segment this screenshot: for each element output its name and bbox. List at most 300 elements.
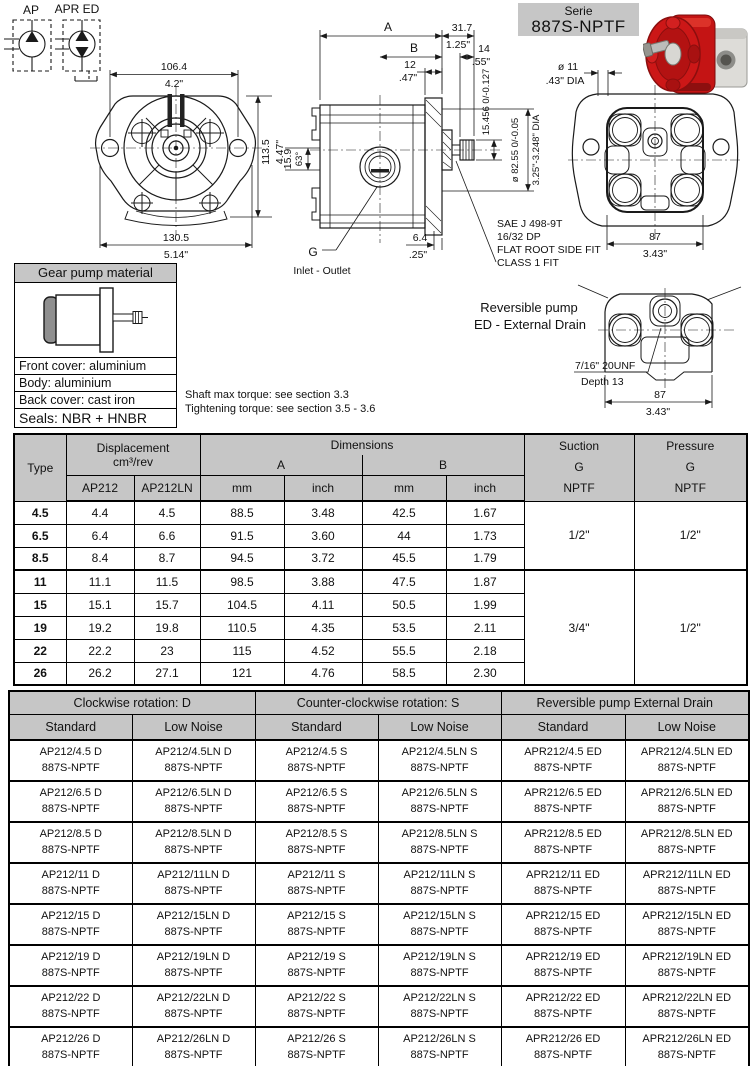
series-suffix: 887S-NPTF (533, 843, 593, 856)
serie-label: Serie (564, 4, 593, 18)
part-number-cell (501, 781, 625, 822)
part-number-cell (501, 740, 625, 781)
part-number-cell (9, 945, 132, 986)
material-row-body: Body: aluminium (15, 374, 176, 391)
part-number-cell (255, 781, 378, 822)
part-number: AP212/22LN S (403, 992, 476, 1004)
part-number-cell (9, 904, 132, 945)
part-number-cell (501, 1027, 625, 1066)
part-number: APR212/8.5LN ED (640, 828, 733, 840)
part-number: AP212/26LN S (403, 1033, 476, 1045)
part-number-cell (378, 904, 501, 945)
inlet-outlet-label: Inlet - Outlet (293, 265, 351, 277)
part-number-cell (625, 863, 749, 904)
drawing-shape (100, 288, 113, 352)
suction-size-cell: 1/2" (524, 501, 634, 570)
order-row (9, 1027, 749, 1066)
part-number-cell (378, 822, 501, 863)
dimensions-row (14, 501, 747, 524)
series-suffix: 887S-NPTF (533, 761, 593, 774)
reversible-dim-width-mm: 87 (654, 389, 666, 401)
part-number: APR212/6.5LN ED (640, 787, 733, 799)
series-suffix: 887S-NPTF (287, 1048, 346, 1061)
drawing-shape (320, 30, 442, 100)
drawing-shape (584, 70, 622, 96)
series-suffix: 887S-NPTF (41, 925, 100, 938)
drawing-shape (44, 288, 148, 352)
drawing-shape (417, 68, 442, 95)
side-pilot-dia-in: 3.25"-3.248" DIA (531, 114, 542, 186)
note-tightening-torque: Tightening torque: see section 3.5 - 3.6 (185, 403, 376, 415)
part-number-cell (9, 986, 132, 1027)
part-number: AP212/6.5LN S (401, 787, 478, 799)
type-cell: 6.5 (14, 524, 66, 547)
series-suffix: 887S-NPTF (41, 1007, 100, 1020)
part-number: AP212/4.5 S (285, 746, 348, 758)
part-number: AP212/8.5LN S (401, 828, 478, 840)
reversible-title-1: Reversible pump (480, 300, 578, 315)
note-shaft-torque: Shaft max torque: see section 3.3 (185, 389, 349, 401)
series-suffix: 887S-NPTF (287, 884, 346, 897)
front-view-drawing (90, 61, 286, 261)
part-number: APR212/26 ED (525, 1033, 601, 1045)
part-number-cell (9, 781, 132, 822)
part-number-cell (501, 986, 625, 1027)
reversible-title-2: ED - External Drain (474, 317, 586, 332)
series-suffix: 887S-NPTF (164, 761, 223, 774)
drawing-shape (312, 108, 320, 220)
port-g-label: G (308, 245, 318, 259)
part-number-cell (255, 986, 378, 1027)
ap-symbol-label: AP (22, 3, 40, 17)
drawing-shape (75, 76, 97, 81)
value-cell: 4.35 (284, 616, 362, 639)
part-number: APR212/4.5 ED (524, 746, 602, 758)
order-subheader: Standard (9, 715, 132, 741)
value-cell: 4.4 (66, 501, 134, 524)
value-cell: 1.87 (446, 570, 524, 593)
part-number: AP212/15LN D (156, 910, 231, 922)
drawing-shape (671, 174, 703, 206)
drawing-shape (320, 105, 425, 228)
pressure-size-cell: 1/2" (634, 501, 747, 570)
drawing-shape (310, 95, 500, 243)
part-number: AP212/8.5 D (39, 828, 102, 840)
series-suffix: 887S-NPTF (164, 843, 223, 856)
apr-ed-symbol-icon (55, 2, 100, 81)
spline-note-3: FLAT ROOT SIDE FIT (497, 244, 601, 256)
part-number: AP212/4.5LN S (401, 746, 478, 758)
part-number-cell (378, 863, 501, 904)
series-suffix: 887S-NPTF (657, 1007, 716, 1020)
part-number: AP212/15LN S (403, 910, 476, 922)
material-row-seals: Seals: NBR + HNBR (15, 408, 176, 427)
drawing-shape (609, 114, 641, 146)
part-number-cell (625, 945, 749, 986)
part-number-cell (9, 822, 132, 863)
series-suffix: 887S-NPTF (533, 802, 593, 815)
value-cell: 6.4 (66, 524, 134, 547)
order-groups-row (9, 691, 749, 715)
back-dim-width-in: 3.43" (642, 248, 668, 260)
part-number: APR212/26LN ED (642, 1033, 732, 1045)
part-number: AP212/19LN D (156, 951, 231, 963)
series-suffix: 887S-NPTF (164, 1048, 223, 1061)
part-number-cell (132, 945, 255, 986)
value-cell: 3.60 (284, 524, 362, 547)
part-number: AP212/22LN D (156, 992, 231, 1004)
part-number: APR212/8.5 ED (524, 828, 602, 840)
type-cell: 8.5 (14, 547, 66, 570)
series-suffix: 887S-NPTF (657, 884, 716, 897)
part-number-cell (625, 822, 749, 863)
part-number-cell (132, 781, 255, 822)
part-number: AP212/11LN D (157, 869, 230, 881)
type-cell: 26 (14, 662, 66, 685)
value-cell: 4.76 (284, 662, 362, 685)
value-cell: 42.5 (362, 501, 446, 524)
part-number: AP212/8.5LN D (155, 828, 232, 840)
reversible-thread: 7/16" 20UNF (575, 360, 636, 372)
part-number: AP212/15 D (41, 910, 101, 922)
part-number: APR212/6.5 ED (524, 787, 602, 799)
part-number: APR212/19 ED (525, 951, 601, 963)
value-cell: 58.5 (362, 662, 446, 685)
drawing-shape (55, 39, 69, 49)
value-cell: 22.2 (66, 639, 134, 662)
back-dim-pin-mm: ø 11 (557, 61, 579, 73)
drawing-shape (666, 17, 680, 29)
value-cell: 4.11 (284, 593, 362, 616)
series-suffix: 887S-NPTF (657, 802, 716, 815)
series-suffix: 887S-NPTF (657, 925, 716, 938)
type-cell: 19 (14, 616, 66, 639)
reversible-depth: Depth 13 (581, 376, 624, 388)
order-table (8, 690, 750, 1066)
pump-side-icon (15, 283, 176, 357)
suction-label: Suction (559, 439, 600, 454)
drawing-shape (320, 30, 442, 100)
series-suffix: 887S-NPTF (164, 884, 223, 897)
col-header-pressure (634, 434, 747, 501)
part-number-cell (132, 1027, 255, 1066)
col-header-ap212ln: AP212LN (134, 475, 200, 501)
drawing-shape (133, 312, 142, 324)
order-row (9, 904, 749, 945)
value-cell: 2.30 (446, 662, 524, 685)
part-number: AP212/26 D (41, 1033, 101, 1045)
part-number-cell (255, 904, 378, 945)
value-cell: 44 (362, 524, 446, 547)
drawing-shape (583, 139, 599, 155)
series-suffix: 887S-NPTF (41, 884, 100, 897)
serie-value: 887S-NPTF (531, 17, 626, 37)
value-cell: 1.67 (446, 501, 524, 524)
series-suffix: 887S-NPTF (41, 843, 100, 856)
value-cell: 1.79 (446, 547, 524, 570)
drawing-shape (609, 174, 641, 206)
part-number-cell (625, 1027, 749, 1066)
value-cell: 19.2 (66, 616, 134, 639)
series-suffix: 887S-NPTF (164, 966, 223, 979)
col-header-a-mm: mm (200, 475, 284, 501)
value-cell: 3.88 (284, 570, 362, 593)
part-number: AP212/15 S (287, 910, 346, 922)
value-cell: 45.5 (362, 547, 446, 570)
series-suffix: 887S-NPTF (287, 1007, 346, 1020)
part-number: AP212/19 D (41, 951, 101, 963)
drawing-shape (90, 86, 262, 236)
part-number: APR212/22 ED (525, 992, 601, 1004)
side-dim-64-in: .25" (408, 249, 428, 261)
drawing-shape (425, 98, 442, 235)
reversible-dim-width-in: 3.43" (645, 406, 671, 418)
part-number-cell (625, 740, 749, 781)
drawing-shape (161, 130, 168, 137)
value-cell: 2.11 (446, 616, 524, 639)
displacement-label: Displacement (96, 440, 170, 455)
part-number-cell (132, 986, 255, 1027)
part-number: AP212/6.5 D (39, 787, 102, 799)
dimensions-table (13, 433, 748, 686)
order-group-header: Clockwise rotation: D (9, 691, 255, 715)
displacement-unit: cm³/rev (113, 454, 153, 469)
drawing-shape (426, 100, 441, 233)
side-spline-od: 15.456 0/-0.127 (481, 68, 492, 136)
part-number-cell (132, 822, 255, 863)
suction-g-label: G (574, 460, 584, 475)
part-number-cell (625, 781, 749, 822)
value-cell: 115 (200, 639, 284, 662)
col-header-displacement (66, 434, 200, 475)
series-suffix: 887S-NPTF (287, 761, 346, 774)
value-cell: 47.5 (362, 570, 446, 593)
series-suffix: 887S-NPTF (41, 761, 100, 774)
part-number: APR212/15LN ED (642, 910, 732, 922)
front-dim-height-mm: 113.5 (260, 139, 272, 165)
order-row (9, 863, 749, 904)
part-number: AP212/26LN D (156, 1033, 231, 1045)
value-cell: 6.6 (134, 524, 200, 547)
value-cell: 4.5 (134, 501, 200, 524)
part-number: AP212/26 S (287, 1033, 346, 1045)
series-suffix: 887S-NPTF (410, 802, 469, 815)
order-row (9, 822, 749, 863)
order-row (9, 986, 749, 1027)
order-group-header: Counter-clockwise rotation: S (255, 691, 501, 715)
order-subheader: Standard (501, 715, 625, 741)
series-suffix: 887S-NPTF (657, 1048, 716, 1061)
series-suffix: 887S-NPTF (657, 843, 716, 856)
part-number: AP212/4.5LN D (155, 746, 232, 758)
series-suffix: 887S-NPTF (410, 1048, 469, 1061)
series-suffix: 887S-NPTF (533, 1007, 593, 1020)
value-cell: 11.5 (134, 570, 200, 593)
side-dim-a: A (383, 20, 393, 34)
series-suffix: 887S-NPTF (533, 884, 593, 897)
col-header-a-inch: inch (284, 475, 362, 501)
part-number: AP212/11LN S (403, 869, 476, 881)
side-pilot-dia-mm: ø 82.55 0/-0.05 (510, 117, 521, 183)
part-number-cell (9, 863, 132, 904)
value-cell: 23 (134, 639, 200, 662)
side-dim-12-mm: 12 (404, 59, 416, 71)
drawing-shape (168, 94, 173, 127)
spline-note-1: SAE J 498-9T (497, 218, 563, 230)
part-number-cell (9, 740, 132, 781)
drawing-shape (456, 161, 496, 262)
material-box (14, 263, 177, 428)
order-subheader: Standard (255, 715, 378, 741)
series-suffix: 887S-NPTF (533, 966, 593, 979)
side-dim-159: 15.9 (282, 148, 294, 170)
part-number-cell (501, 863, 625, 904)
part-number-cell (378, 945, 501, 986)
order-row (9, 945, 749, 986)
value-cell: 53.5 (362, 616, 446, 639)
type-cell: 11 (14, 570, 66, 593)
ap-symbol-icon (4, 3, 51, 71)
drawing-shape (320, 105, 425, 228)
value-cell: 19.8 (134, 616, 200, 639)
order-subheader: Low Noise (378, 715, 501, 741)
drawing-shape (184, 130, 191, 137)
drawing-shape (613, 178, 638, 203)
spline-note-4: CLASS 1 FIT (497, 257, 559, 269)
type-cell: 4.5 (14, 501, 66, 524)
part-number-cell (255, 740, 378, 781)
series-suffix: 887S-NPTF (164, 925, 223, 938)
side-dim-317-in: 1.25" (445, 39, 471, 51)
value-cell: 110.5 (200, 616, 284, 639)
drawing-shape (434, 231, 442, 250)
value-cell: 4.52 (284, 639, 362, 662)
drawing-shape (26, 31, 39, 42)
drawing-shape (598, 70, 608, 96)
back-dim-width-mm: 87 (649, 231, 661, 243)
part-number: APR212/11 ED (526, 869, 600, 881)
col-header-b-mm: mm (362, 475, 446, 501)
part-number: AP212/19 S (287, 951, 346, 963)
value-cell: 94.5 (200, 547, 284, 570)
series-suffix: 887S-NPTF (41, 1048, 100, 1061)
part-number: AP212/11 D (41, 869, 100, 881)
part-number: AP212/8.5 S (285, 828, 348, 840)
dimensions-table-body (14, 501, 747, 685)
side-dim-14-mm: 14 (478, 43, 490, 55)
col-header-suction (524, 434, 634, 501)
side-dim-317-mm: 31.7 (451, 22, 473, 34)
part-number: APR212/15 ED (525, 910, 601, 922)
part-number-cell (625, 986, 749, 1027)
value-cell: 1.73 (446, 524, 524, 547)
drawing-shape (568, 85, 742, 240)
value-cell: 3.48 (284, 501, 362, 524)
front-dim-width-in: 4.2" (164, 78, 184, 90)
order-subheader: Low Noise (625, 715, 749, 741)
series-suffix: 887S-NPTF (533, 1048, 593, 1061)
value-cell: 88.5 (200, 501, 284, 524)
series-suffix: 887S-NPTF (410, 843, 469, 856)
type-cell: 22 (14, 639, 66, 662)
pressure-g-label: G (685, 460, 695, 475)
series-suffix: 887S-NPTF (41, 966, 100, 979)
part-number: AP212/22 D (41, 992, 101, 1004)
series-suffix: 887S-NPTF (657, 761, 716, 774)
value-cell: 15.1 (66, 593, 134, 616)
apr-symbol-label: APR ED (54, 2, 100, 16)
part-number-cell (132, 740, 255, 781)
part-number: APR212/22LN ED (642, 992, 732, 1004)
col-header-ap212: AP212 (66, 475, 134, 501)
part-number: AP212/22 S (287, 992, 346, 1004)
part-number-cell (378, 1027, 501, 1066)
drawing-shape (113, 314, 133, 321)
series-suffix: 887S-NPTF (287, 966, 346, 979)
series-suffix: 887S-NPTF (287, 802, 346, 815)
part-number: AP212/6.5 S (285, 787, 348, 799)
serie-box (518, 3, 639, 36)
part-number: AP212/4.5 D (39, 746, 102, 758)
value-cell: 8.4 (66, 547, 134, 570)
drawing-shape (665, 43, 681, 65)
series-suffix: 887S-NPTF (410, 761, 469, 774)
series-suffix: 887S-NPTF (657, 966, 716, 979)
series-suffix: 887S-NPTF (287, 843, 346, 856)
part-number: APR212/11LN ED (642, 869, 731, 881)
series-suffix: 887S-NPTF (164, 1007, 223, 1020)
drawing-shape (4, 39, 19, 49)
part-number-cell (501, 822, 625, 863)
side-view-drawing (282, 20, 601, 277)
col-header-type: Type (14, 434, 66, 501)
part-number-cell (378, 781, 501, 822)
order-row (9, 740, 749, 781)
pressure-size-cell: 1/2" (634, 570, 747, 685)
col-header-dimensions: Dimensions (200, 434, 524, 455)
part-number-cell (255, 822, 378, 863)
part-number-cell (255, 863, 378, 904)
value-cell: 2.18 (446, 639, 524, 662)
col-header-a: A (200, 455, 362, 475)
part-number: AP212/11 S (287, 869, 346, 881)
order-table-body (9, 740, 749, 1066)
side-dim-b: B (409, 41, 419, 55)
col-header-b: B (362, 455, 524, 475)
value-cell: 104.5 (200, 593, 284, 616)
dimensions-row (14, 570, 747, 593)
pressure-label: Pressure (666, 439, 715, 454)
part-number-cell (625, 904, 749, 945)
part-number-cell (132, 863, 255, 904)
order-row (9, 781, 749, 822)
drawing-shape (56, 295, 100, 345)
drawing-shape (675, 178, 700, 203)
value-cell: 15.7 (134, 593, 200, 616)
value-cell: 55.5 (362, 639, 446, 662)
series-suffix: 887S-NPTF (410, 966, 469, 979)
drawing-shape (180, 94, 185, 127)
value-cell: 121 (200, 662, 284, 685)
value-cell: 3.72 (284, 547, 362, 570)
order-group-header: Reversible pump External Drain (501, 691, 749, 715)
pump-photo (643, 3, 755, 98)
pressure-nptf-label: NPTF (674, 481, 706, 496)
value-cell: 27.1 (134, 662, 200, 685)
drawing-shape (671, 114, 703, 146)
type-cell: 15 (14, 593, 66, 616)
drawing-shape (666, 79, 680, 91)
